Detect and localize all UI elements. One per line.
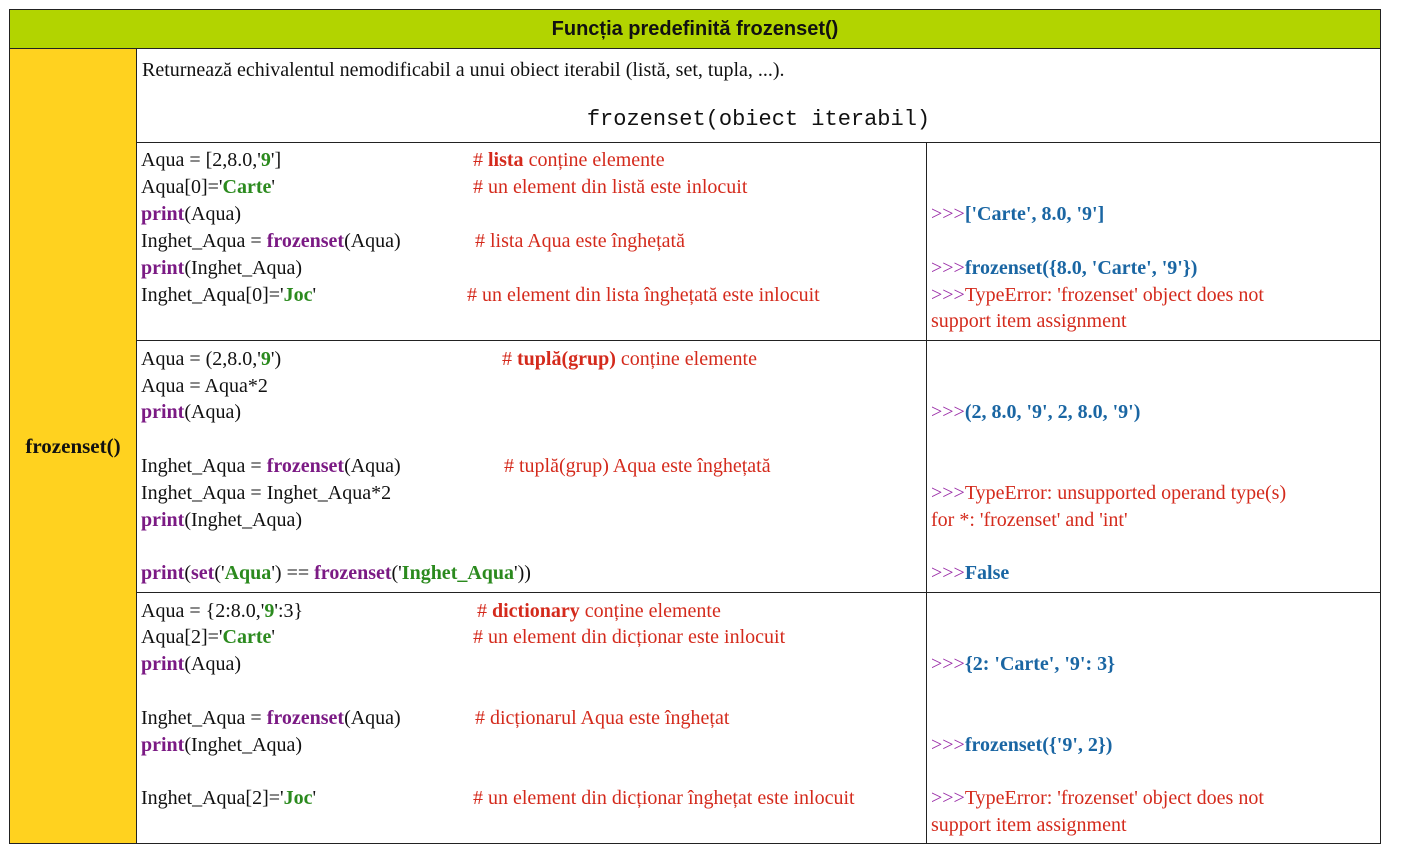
page-title <box>9 9 1381 49</box>
signature-text: frozenset(obiect iterabil) <box>586 107 931 132</box>
code-line: print(set('Aqua') == frozenset('Inghet_Aqua')) <box>141 562 531 584</box>
code-line: Aqua = (2,8.0,'9') <box>141 348 282 370</box>
output-error: >>>TypeError: 'frozenset' object does not <box>931 787 1264 809</box>
output-line: >>>frozenset({8.0, 'Carte', '9'}) <box>931 257 1198 279</box>
code-line: Inghet_Aqua = frozenset(Aqua) <box>141 707 401 729</box>
code-line: print(Inghet_Aqua) <box>141 509 303 531</box>
code-line: print(Inghet_Aqua) <box>141 734 303 756</box>
code-comment: # dicționarul Aqua este înghețat <box>475 707 730 729</box>
code-comment: # un element din listă este inlocuit <box>473 176 748 198</box>
code-comment: # lista Aqua este înghețată <box>475 230 685 252</box>
output-cell-tuple <box>926 340 1381 593</box>
code-line: Aqua[2]='Carte' <box>141 626 275 648</box>
output-error-continued: support item assignment <box>931 814 1127 836</box>
description-text: Returnează echivalentul nemodificabil a unui obiect iterabil (listă, set, tupla, ...). <box>142 59 785 81</box>
output-line: >>>['Carte', 8.0, '9'] <box>931 203 1105 225</box>
code-comment: # un element din dicționar este inlocuit <box>473 626 786 648</box>
code-line: print(Aqua) <box>141 653 241 675</box>
code-line: Inghet_Aqua = frozenset(Aqua) <box>141 230 401 252</box>
code-comment: # un element din lista înghețată este inlocuit <box>467 284 820 306</box>
side-label-text: frozenset() <box>25 433 121 458</box>
output-error: >>>TypeError: 'frozenset' object does not <box>931 284 1264 306</box>
code-comment: # un element din dicționar înghețat este inlocuit <box>473 787 855 809</box>
code-line: Inghet_Aqua = Inghet_Aqua*2 <box>141 482 392 504</box>
code-line: print(Aqua) <box>141 401 241 423</box>
code-comment: # tuplă(grup) Aqua este înghețată <box>504 455 771 477</box>
code-comment: # tuplă(grup) conține elemente <box>502 348 757 370</box>
output-line: >>>False <box>931 562 1010 584</box>
code-line: Aqua = Aqua*2 <box>141 375 268 397</box>
code-line: Aqua = {2:8.0,'9':3} <box>141 600 304 622</box>
code-line: Inghet_Aqua[2]='Joc' <box>141 787 317 809</box>
output-error-continued: for *: 'frozenset' and 'int' <box>931 509 1128 531</box>
code-comment: # dictionary conține elemente <box>477 600 721 622</box>
code-line: Aqua = [2,8.0,'9'] <box>141 149 282 171</box>
code-line: print(Inghet_Aqua) <box>141 257 303 279</box>
code-line: print(Aqua) <box>141 203 241 225</box>
output-error-continued: support item assignment <box>931 310 1127 332</box>
side-label <box>9 48 137 844</box>
code-line: Inghet_Aqua[0]='Joc' <box>141 284 317 306</box>
output-error: >>>TypeError: unsupported operand type(s) <box>931 482 1287 504</box>
code-comment: # lista conține elemente <box>473 149 665 171</box>
description-cell <box>136 48 1381 143</box>
code-line: Aqua[0]='Carte' <box>141 176 275 198</box>
code-line: Inghet_Aqua = frozenset(Aqua) <box>141 455 401 477</box>
output-line: >>>frozenset({'9', 2}) <box>931 734 1113 756</box>
output-line: >>>{2: 'Carte', '9': 3} <box>931 653 1116 675</box>
output-line: >>>(2, 8.0, '9', 2, 8.0, '9') <box>931 401 1141 423</box>
title-text: Funcția predefinită frozenset() <box>551 17 839 40</box>
